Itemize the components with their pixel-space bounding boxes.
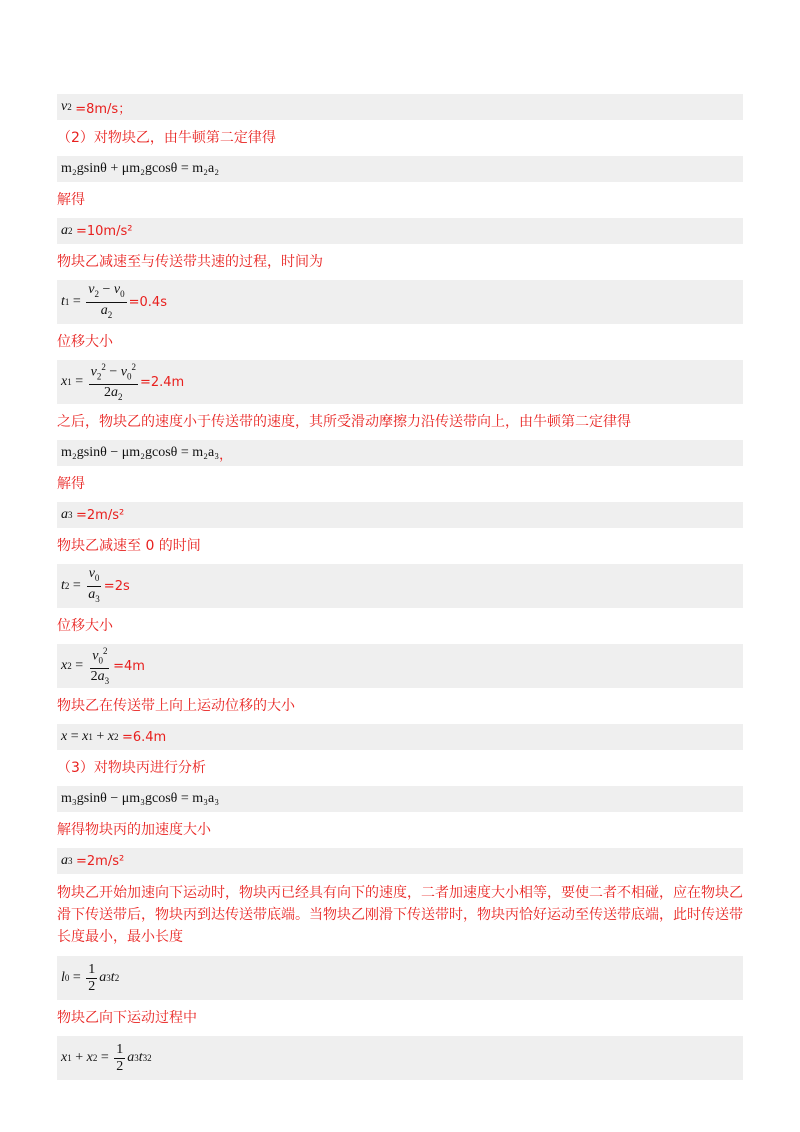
formula-x2: x 2 = $\frac{v_0^2}{2a_3}$ =4m xyxy=(57,644,743,688)
formula-v2: v 2 =8m/s； xyxy=(57,94,743,120)
eq2-tail: ， xyxy=(219,447,233,463)
text-down: 物块乙向下运动过程中 xyxy=(57,1010,197,1026)
formula-t1: t 1 = $\frac{v_2 - v_0}{a_2}$ =0.4s xyxy=(57,280,743,324)
text-after: 之后，物块乙的速度小于传送带的速度，其所受滑动摩擦力沿传送带向上，由牛顿第二定律得 xyxy=(57,414,631,430)
formula-x1x2: x 1 + x 2 = $\frac{1}{2}$ a 3 t 3 2 xyxy=(57,1036,743,1080)
formula-x1: x 1 = $\frac{v_2^2 - v_0^2}{2a_2}$ =2.4m xyxy=(57,360,743,404)
text-disp1: 位移大小 xyxy=(57,334,113,350)
eq2-body: m₂gsinθ − μm₂gcosθ = m₂a₃ xyxy=(61,445,220,460)
formula-x: x = x 1 + x 2 =6.4m xyxy=(57,724,743,750)
result-v2: =8m/s； xyxy=(75,101,132,117)
formula-t2: t 2 = $\frac{v_0}{a_3}$ =2s xyxy=(57,564,743,608)
text-part2: （2）对物块乙，由牛顿第二定律得 xyxy=(57,130,276,146)
fraction-l0: $\frac{1}{2}$ xyxy=(88,961,96,994)
result-t1: =0.4s xyxy=(128,294,167,310)
text-part3: （3）对物块丙进行分析 xyxy=(57,760,206,776)
fraction-x1: $\frac{v_2^2 - v_0^2}{2a_2}$ xyxy=(89,359,138,405)
formula-eq3: m₃gsinθ − μm₃gcosθ = m₃a₃ xyxy=(57,786,743,812)
formula-a3: a 3 =2m/s² xyxy=(57,502,743,528)
text-dec0: 物块乙减速至 0 的时间 xyxy=(57,538,201,554)
formula-l0: l 0 = $\frac{1}{2}$ a 3 t 2 xyxy=(57,956,743,1000)
formula-eq1: m₂gsinθ + μm₂gcosθ = m₂a₂ xyxy=(57,156,743,182)
result-t2: =2s xyxy=(103,578,130,594)
result-a3b: =2m/s² xyxy=(76,853,125,869)
text-solve1: 解得 xyxy=(57,192,85,208)
formula-a3b: a 3 =2m/s² xyxy=(57,848,743,874)
fraction-x1x2: $\frac{1}{2}$ xyxy=(116,1041,124,1074)
result-a2: =10m/s² xyxy=(76,223,133,239)
result-x2: =4m xyxy=(113,658,145,674)
text-solve3: 解得物块丙的加速度大小 xyxy=(57,822,211,838)
fraction-t2: $\frac{v_0}{a_3}$ xyxy=(88,565,100,604)
text-decelerate: 物块乙减速至与传送带共速的过程，时间为 xyxy=(57,254,323,270)
result-x: =6.4m xyxy=(121,729,167,745)
text-solve2: 解得 xyxy=(57,476,85,492)
fraction-t1: $\frac{v_2 - v_0}{a_2}$ xyxy=(88,281,125,320)
text-upward: 物块乙在传送带上向上运动位移的大小 xyxy=(57,698,295,714)
result-a3: =2m/s² xyxy=(76,507,125,523)
formula-a2: a 2 =10m/s² xyxy=(57,218,743,244)
text-long: 物块乙开始加速向下运动时，物块丙已经具有向下的速度，二者加速度大小相等，要使二者不相碰，应在物块乙滑下传送带后，物块丙到达传送带底端。当物块乙刚滑下传送带时，物块丙恰好运动至传送带底端，此时传送带长度最小，最小长度 xyxy=(57,885,743,945)
text-disp2: 位移大小 xyxy=(57,618,113,634)
fraction-x2: $\frac{v_0^2}{2a_3}$ xyxy=(89,643,112,689)
solution-page xyxy=(57,94,743,1088)
result-x1: =2.4m xyxy=(139,374,185,390)
formula-eq2 xyxy=(57,440,743,466)
